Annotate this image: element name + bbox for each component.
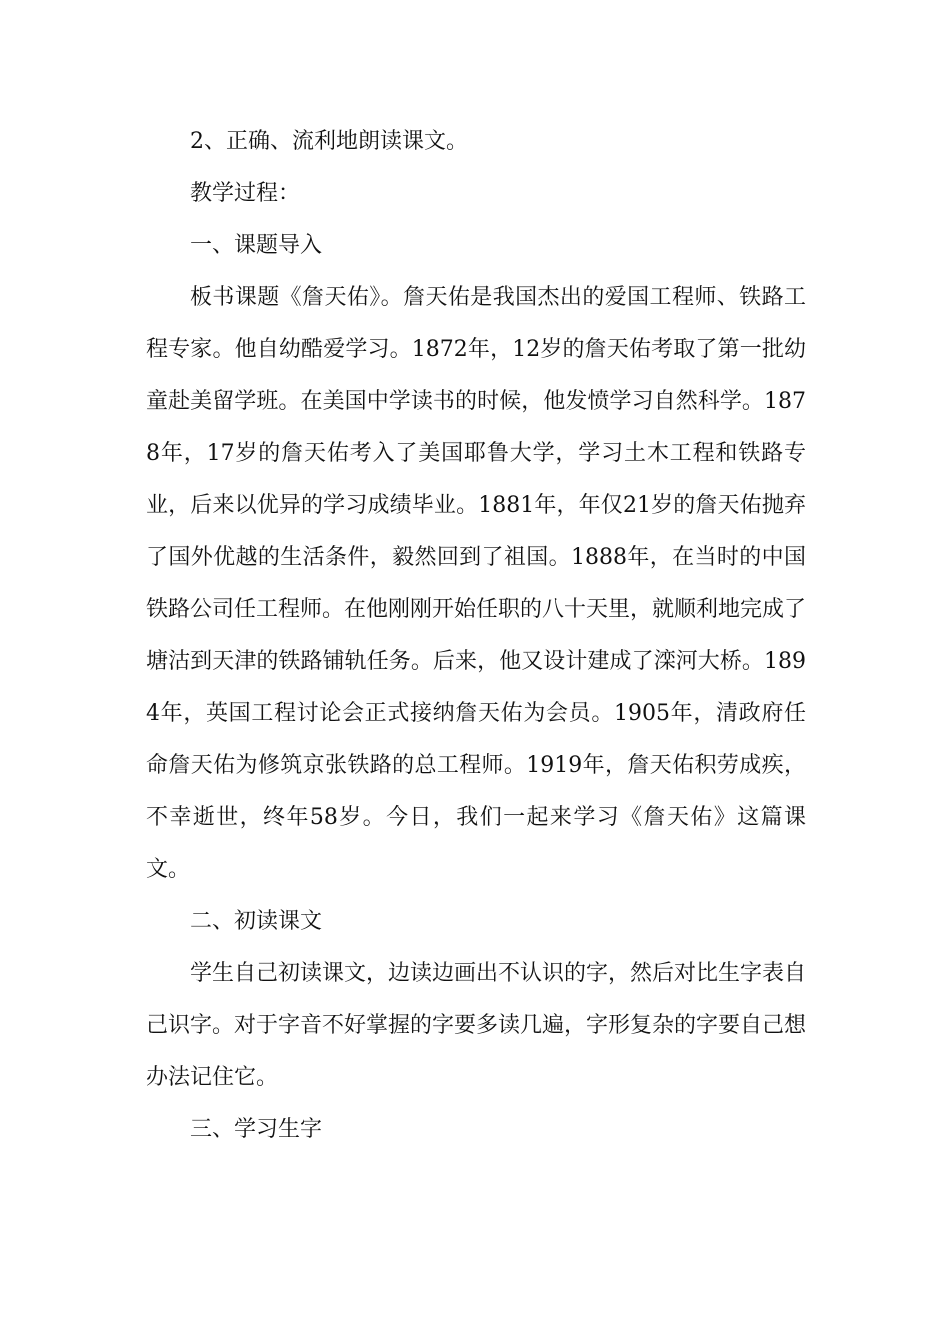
document-body	[146, 116, 806, 1156]
paragraph-first-reading: 学生自己初读课文，边读边画出不认识的字，然后对比生字表自己识字。对于字音不好掌握的字要多读几遍，字形复杂的字要自己想办法记住它。	[146, 961, 807, 1090]
heading-learn-characters: 三、学习生字	[190, 1117, 323, 1142]
paragraph-objective: 2、正确、流利地朗读课文。	[190, 129, 468, 154]
paragraph-teaching-process: 教学过程：	[190, 181, 301, 206]
paragraph-biography: 板书课题《詹天佑》。詹天佑是我国杰出的爱国工程师、铁路工程专家。他自幼酷爱学习。1872年，12岁的詹天佑考取了第一批幼童赴美留学班。在美国中学读书的时候，他发愤学习自然科学。1878年，17岁的詹天佑考入了美国耶鲁大学，学习土木工程和铁路专业，后来以优异的学习成绩毕业。1881年，年仅21岁的詹天佑抛弃了国外优越的生活条件，毅然回到了祖国。1888年，在当时的中国铁路公司任工程师。在他刚刚开始任职的八十天里，就顺利地完成了塘沽到天津的铁路铺轨任务。后来，他又设计建成了滦河大桥。1894年，英国工程讨论会正式接纳詹天佑为会员。1905年，清政府任命詹天佑为修筑京张铁路的总工程师。1919年，詹天佑积劳成疾，不幸逝世，终年58岁。今日，我们一起来学习《詹天佑》这篇课文。	[146, 285, 807, 882]
heading-topic-introduction: 一、课题导入	[190, 233, 323, 258]
heading-first-reading: 二、初读课文	[190, 909, 323, 934]
